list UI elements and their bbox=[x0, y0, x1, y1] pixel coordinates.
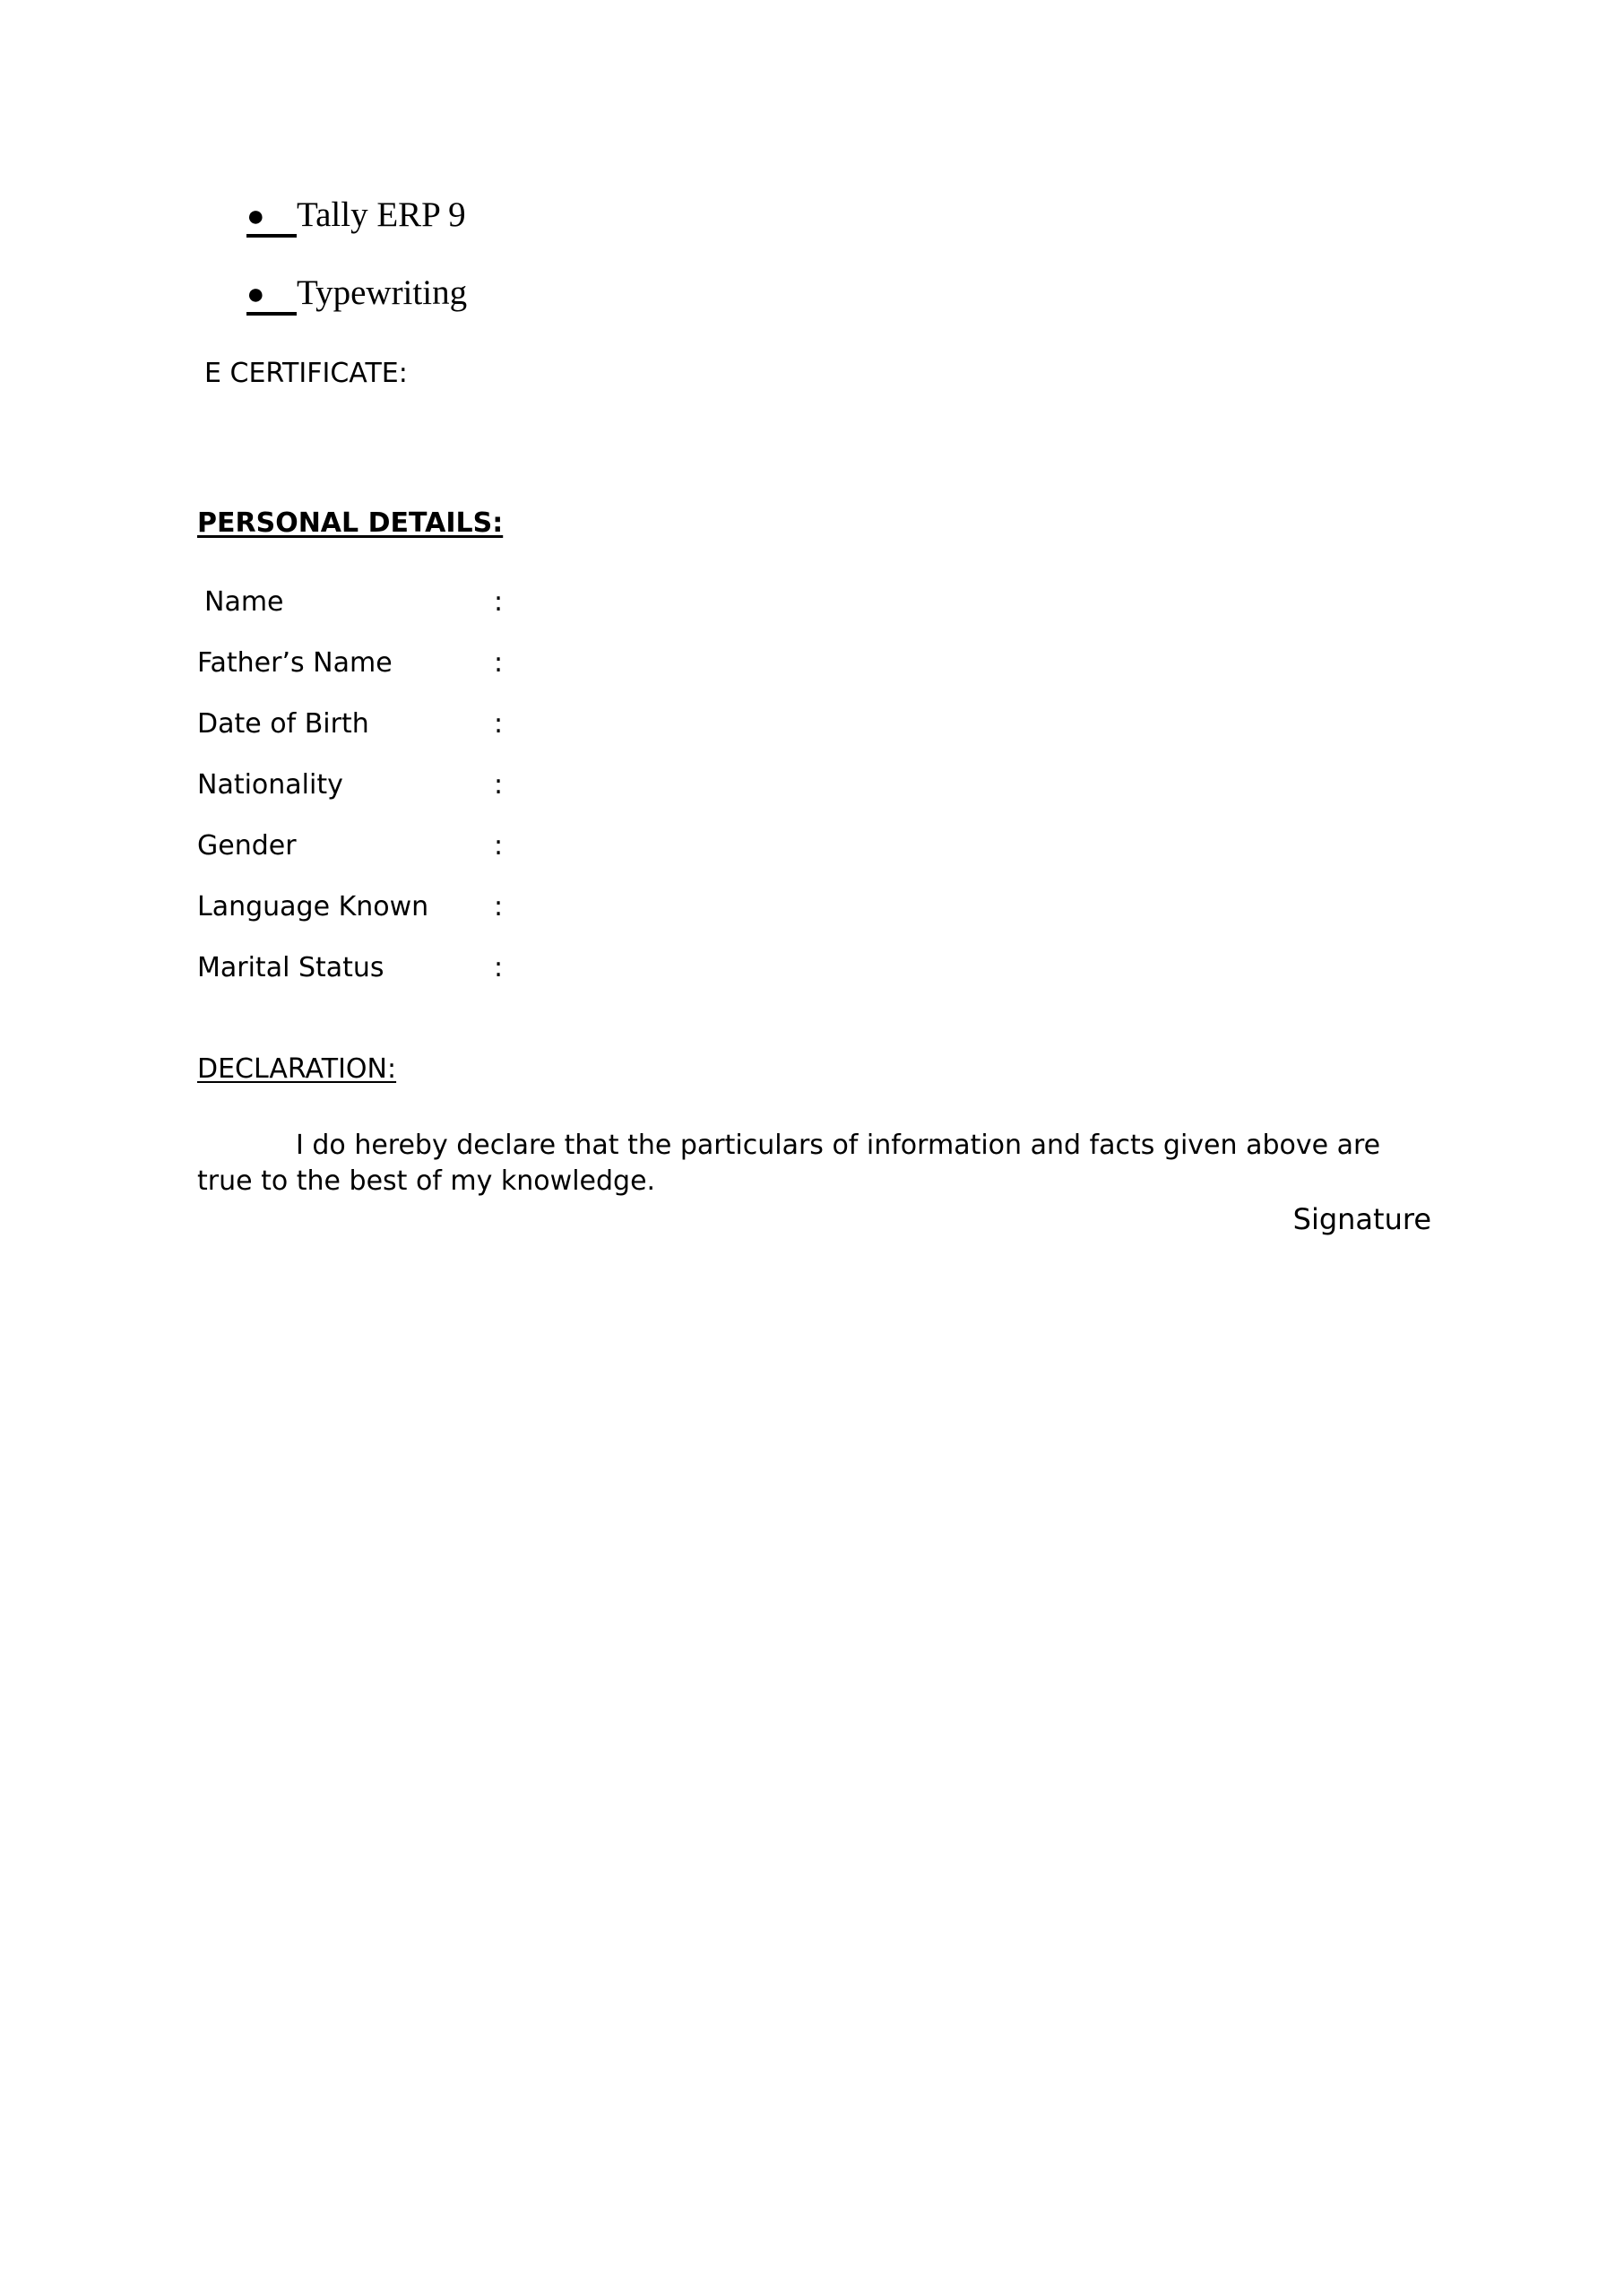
detail-separator: : bbox=[494, 830, 504, 862]
detail-separator: : bbox=[494, 586, 504, 618]
skill-item bbox=[246, 275, 467, 316]
detail-label-marital-status: Marital Status bbox=[197, 952, 384, 983]
declaration-text: I do hereby declare that the particulars of information and facts given above are true to the best of my knowledge. bbox=[197, 1130, 1381, 1197]
personal-details-heading: PERSONAL DETAILS: bbox=[197, 507, 504, 539]
detail-label-name: Name bbox=[204, 586, 284, 618]
bullet-icon: ● bbox=[246, 202, 297, 238]
detail-label-nationality: Nationality bbox=[197, 769, 343, 801]
detail-separator: : bbox=[494, 952, 504, 983]
detail-separator: : bbox=[494, 769, 504, 801]
detail-label-gender: Gender bbox=[197, 830, 297, 862]
skill-label: Tally ERP 9 bbox=[297, 195, 466, 234]
detail-separator: : bbox=[494, 891, 504, 922]
detail-separator: : bbox=[494, 708, 504, 740]
e-certificate-label: E CERTIFICATE: bbox=[204, 358, 408, 389]
signature-label: Signature bbox=[1292, 1202, 1431, 1236]
bullet-icon: ● bbox=[246, 280, 297, 316]
skill-item bbox=[246, 197, 466, 238]
detail-label-date-of-birth: Date of Birth bbox=[197, 708, 369, 740]
declaration-heading: DECLARATION: bbox=[197, 1053, 397, 1085]
detail-label-fathers-name: Father’s Name bbox=[197, 647, 393, 679]
detail-label-language-known: Language Known bbox=[197, 891, 429, 922]
detail-separator: : bbox=[494, 647, 504, 679]
skill-label: Typewriting bbox=[297, 273, 468, 312]
